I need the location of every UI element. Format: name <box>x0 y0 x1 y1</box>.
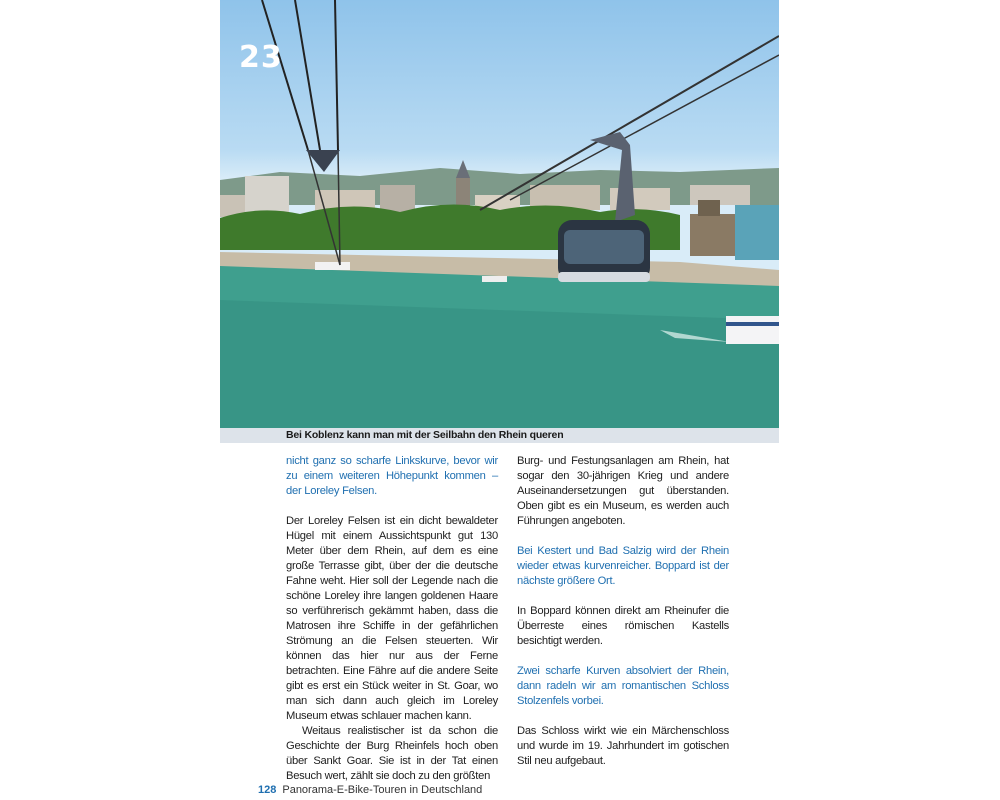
body-paragraph: Burg- und Festungsanlagen am Rhein, hat sogar den 30-jährigen Krieg und andere Auseinandersetzungen gut überstanden. Oben gibt es ein Museum, es werden auch Führungen angeboten. <box>517 455 729 527</box>
gondola-window <box>564 230 644 264</box>
page-footer <box>258 784 482 796</box>
body-paragraph: Der Loreley Felsen ist ein dicht bewaldeter Hügel mit einem Aussichtspunkt gut 130 Meter über dem Rhein, auf dem es eine große Terrasse gibt, über der die deutsche Fahne weht. Hier soll der Legende nach die schöne Loreley ihre langen goldenen Haare so verführerisch gekämmt haben, dass die Matrosen ihre Schiffe in der gefährlichen Strömung an die Felsen steuerten. Wir können das hier nur aus der Ferne betrachten. Eine Fähre auf die andere Seite gibt es erst ein Stück weiter in St. Goar, wo man sich dann auch gleich im Loreley Museum etwas schlauer machen kann. <box>286 515 498 722</box>
body-paragraph: Das Schloss wirkt wie ein Märchenschloss und wurde im 19. Jahrhundert im gotischen Stil neu aufgebaut. <box>517 725 729 767</box>
tour-number: 23 <box>239 40 283 75</box>
monument <box>690 214 735 256</box>
cable <box>335 0 338 150</box>
photo-caption: Bei Koblenz kann man mit der Seilbahn den Rhein queren <box>286 429 564 441</box>
text-column-right <box>517 454 729 769</box>
ship-stripe <box>726 322 779 326</box>
gondola-base <box>558 272 650 282</box>
route-paragraph: nicht ganz so scharfe Linkskurve, bevor wir zu einem weiteren Höhepunkt kommen – der Loreley Felsen. <box>286 455 498 497</box>
body-paragraph: In Boppard können direkt am Rheinufer die Überreste eines römischen Kastells besichtigt werden. <box>517 605 729 647</box>
boat <box>315 262 350 270</box>
church-spire <box>456 160 470 178</box>
boat <box>482 276 507 282</box>
photo-illustration <box>220 0 779 428</box>
body-paragraph: Weitaus realistischer ist da schon die Geschichte der Burg Rheinfels hoch oben über Sankt Goar. Sie ist in der Tat einen Besuch wert, zählt sie doch zu den größten <box>286 725 498 782</box>
book-title: Panorama-E-Bike-Touren in Deutschland <box>282 784 483 796</box>
cable <box>295 0 320 150</box>
cable <box>262 0 308 150</box>
cable-car-photo <box>220 0 779 428</box>
text-column-left <box>286 454 498 784</box>
moselle-water <box>735 205 779 260</box>
page-number: 128 <box>258 784 277 796</box>
church-tower <box>456 178 470 208</box>
building <box>245 176 289 214</box>
book-page <box>220 0 779 800</box>
river-cruise-ship <box>726 316 779 344</box>
river-shade <box>220 300 779 428</box>
route-paragraph: Bei Kestert und Bad Salzig wird der Rhein wieder etwas kurvenreicher. Boppard ist der nächste größere Ort. <box>517 545 729 587</box>
route-paragraph: Zwei scharfe Kurven absolviert der Rhein, dann radeln wir am romantischen Schloss Stolzenfels vorbei. <box>517 665 729 707</box>
monument-statue <box>698 200 720 216</box>
